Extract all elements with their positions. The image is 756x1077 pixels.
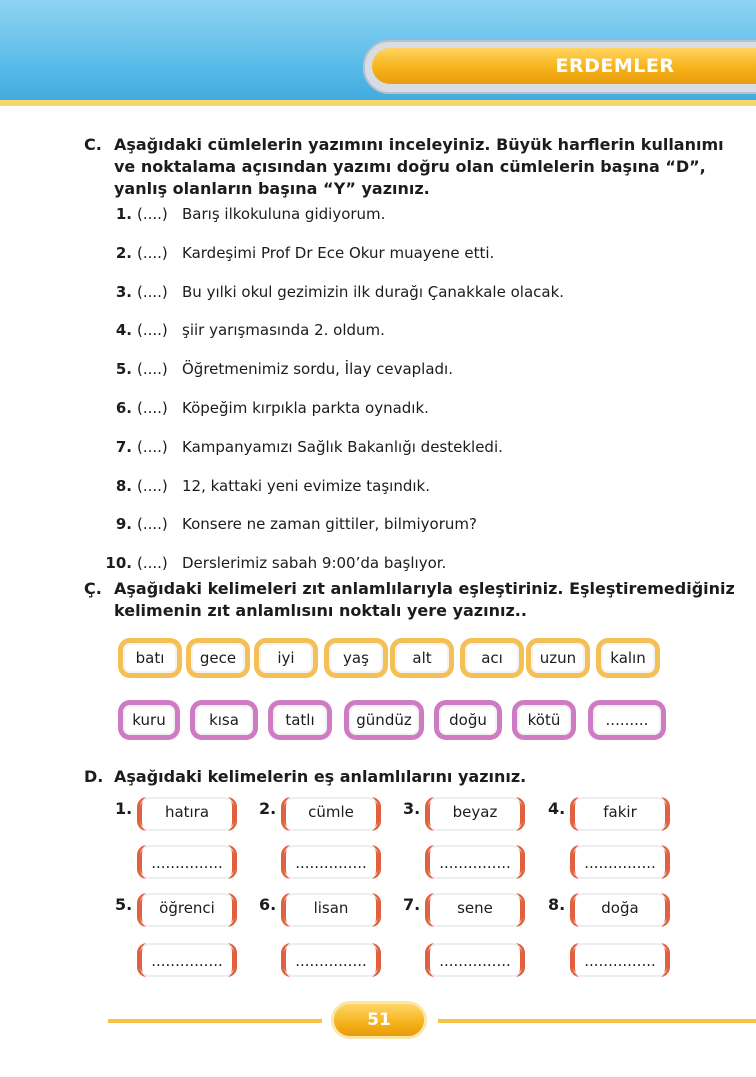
item-sentence: Konsere ne zaman gittiler, bilmiyorum? [182,515,477,534]
exercise-item [100,319,385,341]
item-number: 10. [105,554,132,573]
synonym-item-number: 1. [115,799,133,818]
synonym-answer-box[interactable]: ............... [570,845,670,879]
synonym-word-box: cümle [281,797,381,831]
item-sentence: 12, kattaki yeni evimize taşındık. [182,476,430,495]
item-sentence: Derslerimiz sabah 9:00’da başlıyor. [182,554,447,573]
synonym-answer-box[interactable]: ............... [281,845,381,879]
word-box[interactable]: yaş [324,638,388,678]
word-box[interactable]: kısa [190,700,258,740]
section-d-letter: D. [84,767,104,786]
exercise-item [100,242,494,264]
synonym-answer-box[interactable]: ............... [425,845,525,879]
section-cc-letter: Ç. [84,579,102,598]
section-cc-instruction-line-1: Aşağıdaki kelimeleri zıt anlamlılarıyla eşleştiriniz. Eşleştiremediğiniz [114,579,735,598]
word-box[interactable]: kuru [118,700,180,740]
synonym-item-number: 4. [548,799,566,818]
word-box[interactable]: doğu [434,700,502,740]
synonym-word-box: öğrenci [137,893,237,927]
synonym-answer-box[interactable]: ............... [137,845,237,879]
exercise-item [100,513,477,535]
synonym-item-number: 3. [403,799,421,818]
answer-blank[interactable]: (....) [137,554,168,573]
word-box[interactable]: gündüz [344,700,424,740]
synonym-item-number: 7. [403,895,421,914]
exercise-item [100,281,564,303]
page-number: 51 [367,1010,391,1030]
item-sentence: Barış ilkokuluna gidiyorum. [182,205,386,223]
exercise-item [100,475,430,497]
section-c-letter: C. [84,135,102,154]
exercise-item [100,358,453,380]
exercise-item [100,436,503,458]
answer-blank[interactable]: (....) [137,515,168,534]
word-box[interactable]: uzun [526,638,590,678]
answer-blank[interactable]: (....) [137,205,168,223]
answer-blank[interactable]: (....) [137,360,168,379]
synonym-item-number: 8. [548,895,566,914]
word-box[interactable]: alt [390,638,454,678]
word-box[interactable]: iyi [254,638,318,678]
synonym-answer-box[interactable]: ............... [570,943,670,977]
item-sentence: Köpeğim kırpıkla parkta oynadık. [182,399,429,417]
exercise-item [100,397,429,419]
section-d-instruction: Aşağıdaki kelimelerin eş anlamlılarını yazınız. [114,767,527,786]
synonym-answer-box[interactable]: ............... [425,943,525,977]
item-number: 9. [115,515,132,534]
unit-title: ERDEMLER [555,55,675,77]
section-cc-instruction-line-2: kelimenin zıt anlamlısını noktalı yere yazınız.. [114,601,527,620]
answer-blank[interactable]: (....) [137,321,168,340]
footer-line-right [438,1019,756,1023]
answer-blank[interactable]: (....) [137,399,168,417]
word-box[interactable]: gece [186,638,250,678]
item-number: 2. [115,243,132,262]
item-sentence: Kampanyamızı Sağlık Bakanlığı destekledi. [182,437,503,456]
word-box[interactable]: acı [460,638,524,678]
item-number: 4. [115,321,132,340]
exercise-item [100,203,385,225]
item-number: 6. [115,399,132,417]
word-box[interactable]: tatlı [268,700,332,740]
item-number: 7. [115,437,132,456]
item-sentence: Öğretmenimiz sordu, İlay cevapladı. [182,360,453,379]
synonym-answer-box[interactable]: ............... [137,943,237,977]
synonym-answer-box[interactable]: ............... [281,943,381,977]
synonym-item-number: 2. [259,799,277,818]
word-box[interactable]: kalın [596,638,660,678]
item-number: 1. [115,205,132,223]
synonym-item-number: 6. [259,895,277,914]
item-sentence: Bu yılki okul gezimizin ilk durağı Çanakkale olacak. [182,282,565,301]
synonym-word-box: beyaz [425,797,525,831]
word-box[interactable]: batı [118,638,182,678]
answer-blank[interactable]: (....) [137,282,168,301]
answer-box[interactable]: ......... [588,700,666,740]
answer-blank[interactable]: (....) [137,243,168,262]
section-c-instruction-line-2: ve noktalama açısından yazımı doğru olan cümlelerin başına “D”, [114,157,706,176]
footer-line-left [108,1019,322,1023]
synonym-word-box: hatıra [137,797,237,831]
word-box[interactable]: kötü [512,700,576,740]
item-sentence: Kardeşimi Prof Dr Ece Okur muayene etti. [182,243,495,262]
item-number: 3. [115,282,132,301]
synonym-word-box: doğa [570,893,670,927]
item-number: 8. [115,476,132,495]
answer-blank[interactable]: (....) [137,476,168,495]
synonym-word-box: lisan [281,893,381,927]
item-sentence: şiir yarışmasında 2. oldum. [182,321,385,340]
item-number: 5. [115,360,132,379]
exercise-item [100,552,446,574]
synonym-word-box: sene [425,893,525,927]
answer-blank[interactable]: (....) [137,437,168,456]
header-rule [0,100,756,106]
synonym-word-box: fakir [570,797,670,831]
section-c-instruction-line-1: Aşağıdaki cümlelerin yazımını inceleyiniz. Büyük harflerin kullanımı [114,135,724,154]
synonym-item-number: 5. [115,895,133,914]
section-c-instruction-line-3: yanlış olanların başına “Y” yazınız. [114,179,430,198]
